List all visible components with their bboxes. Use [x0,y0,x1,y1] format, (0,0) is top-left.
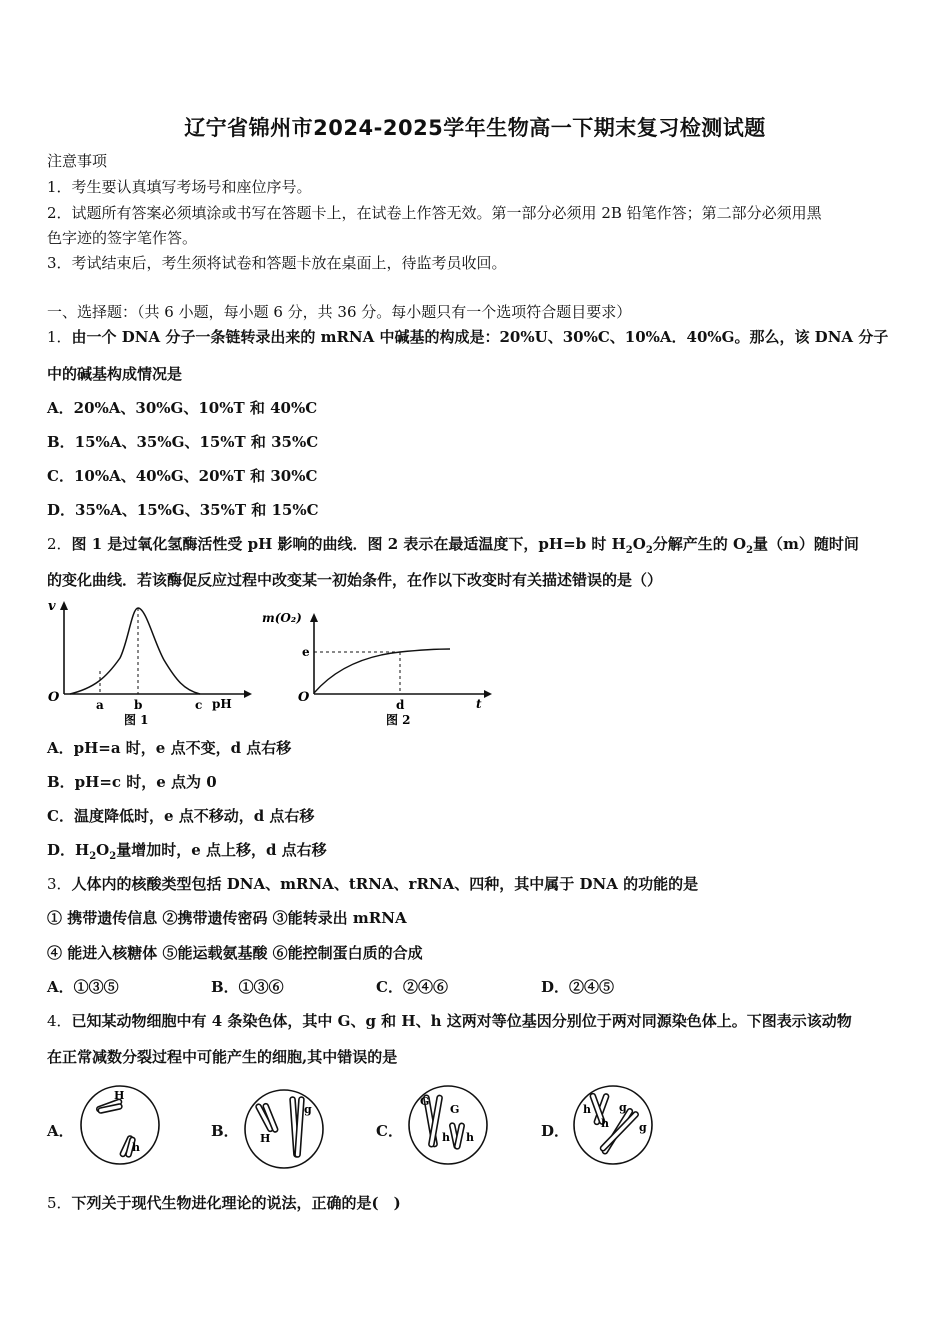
question-1-stem [47,327,888,347]
q3-option-a[interactable]: A．①③⑤ [47,978,119,996]
question-text: 量（m）随时间 [753,535,859,553]
x-axis-label: pH [212,697,232,711]
gene-label-g: g [639,1121,647,1134]
question-4-stem-cont: 在正常减数分裂过程中可能产生的细胞,其中错误的是 [47,1048,398,1066]
q4-option-c[interactable]: C． [376,1122,403,1140]
question-number: 1． [47,328,72,346]
question-text: O [632,535,646,553]
tick-label-e: e [302,645,310,659]
chromosome-pair [449,1123,464,1150]
question-text: 下列关于现代生物进化理论的说法，正确的是( ) [71,1194,401,1212]
notice-item: 2．试题所有答案必须填涂或书写在答题卡上，在试卷上作答无效。第一部分必须用 2B 铅笔作答；第二部分必须用黑 [47,204,822,222]
notice-item: 色字迹的签字笔作答。 [47,229,198,247]
gene-label-h: h [132,1141,140,1154]
q4-cell-b[interactable] [242,1087,326,1171]
y-axis-arrow [60,601,68,610]
question-number: 5． [47,1194,72,1212]
chromosome-pair [290,1097,304,1157]
question-4-stem [47,1011,852,1031]
origin-label: O [48,690,60,705]
cell-membrane [245,1090,323,1168]
q1-option-a[interactable]: A．20%A、30%G、10%T 和 40%C [47,399,318,417]
gene-label-G: G [420,1095,430,1108]
origin-label: O [298,690,310,705]
question-number: 2． [47,535,72,553]
q2-option-b[interactable]: B．pH=c 时，e 点为 0 [47,773,217,791]
option-text: 量增加时，e 点上移，d 点右移 [116,841,327,859]
notice-item: 1．考生要认真填写考场号和座位序号。 [47,178,312,196]
subscript: 2 [89,851,97,862]
option-text: D．H [47,841,90,859]
y-axis-label: m(O₂) [262,611,302,625]
q1-option-c[interactable]: C．10%A、40%G、20%T 和 30%C [47,467,318,485]
gene-label-h: h [466,1131,474,1144]
figure-caption: 图 2 [386,713,411,727]
option-text: O [96,841,110,859]
tick-label-c: c [195,698,203,712]
subscript: 2 [625,545,633,556]
chromosome-pair [600,1108,640,1155]
section-heading: 一、选择题：（共 6 小题，每小题 6 分，共 36 分。每小题只有一个选项符合题目要求） [47,303,632,321]
ph-activity-curve [70,608,200,694]
question-3-stem [47,874,698,894]
subscript: 2 [109,851,117,862]
tick-label-a: a [96,698,104,712]
subscript: 2 [645,545,653,556]
page-title: 辽宁省锦州市2024-2025学年生物高一下期末复习检测试题 [184,116,766,140]
question-number: 4． [47,1012,72,1030]
gene-label-g: g [619,1101,627,1114]
question-2-stem [47,534,859,561]
q3-statements-2: ④ 能进入核糖体 ⑤能运载氨基酸 ⑥能控制蛋白质的合成 [47,944,423,962]
x-axis-arrow [484,690,492,698]
q4-cell-c[interactable] [406,1083,490,1167]
question-text: 图 1 是过氧化氢酶活性受 pH 影响的曲线．图 2 表示在最适温度下，pH=b 时 H [71,535,626,553]
q4-option-a[interactable]: A． [47,1122,74,1140]
q3-option-c[interactable]: C．②④⑥ [376,978,448,996]
question-text: 已知某动物细胞中有 4 条染色体，其中 G、g 和 H、h 这两对等位基因分别位于两对同源染色体上。下图表示该动物 [71,1012,852,1030]
q3-statements-1: ① 携带遗传信息 ②携带遗传密码 ③能转录出 mRNA [47,909,407,927]
q4-cell-d[interactable] [571,1083,655,1167]
tick-label-b: b [134,698,143,712]
question-1-stem-cont: 中的碱基构成情况是 [47,365,183,383]
question-number: 3． [47,875,72,893]
oxygen-curve [314,649,450,693]
q1-option-d[interactable]: D．35%A、15%G、35%T 和 15%C [47,501,319,519]
question-2-stem-cont: 的变化曲线．若该酶促反应过程中改变某一初始条件，在作以下改变时有关描述错误的是（） [47,571,663,589]
gene-label-h: h [442,1131,450,1144]
figure-2-oxygen-time-curve [262,598,498,728]
q4-option-d[interactable]: D． [541,1122,570,1140]
gene-label-G: G [450,1103,460,1116]
y-axis-label: v [48,599,56,614]
q3-option-d[interactable]: D．②④⑤ [541,978,615,996]
gene-label-H: H [260,1132,271,1145]
figure-caption: 图 1 [124,713,149,727]
gene-label-h: h [601,1117,609,1130]
notice-heading: 注意事项 [47,152,108,170]
q1-option-b[interactable]: B．15%A、35%G、15%T 和 35%C [47,433,319,451]
question-text: 由一个 DNA 分子一条链转录出来的 mRNA 中碱基的构成是：20%U、30%C、10%A．40%G。那么，该 DNA 分子 [71,328,889,346]
q2-option-d[interactable] [47,840,327,867]
tick-label-d: d [396,698,405,712]
gene-label-h: h [583,1103,591,1116]
gene-label-H: H [114,1089,125,1102]
y-axis-arrow [310,613,318,622]
q2-option-c[interactable]: C．温度降低时，e 点不移动，d 点右移 [47,807,315,825]
q4-option-b[interactable]: B． [211,1122,239,1140]
q2-option-a[interactable]: A．pH=a 时，e 点不变，d 点右移 [47,739,292,757]
q4-cell-a[interactable] [78,1083,162,1167]
question-text: 人体内的核酸类型包括 DNA、mRNA、tRNA、rRNA、四种，其中属于 DNA 的功能的是 [71,875,699,893]
gene-label-g: g [304,1103,312,1116]
notice-item: 3．考试结束后，考生须将试卷和答题卡放在桌面上，待监考员收回。 [47,254,507,272]
q3-option-b[interactable]: B．①③⑥ [211,978,284,996]
figure-1-enzyme-ph-curve [44,598,254,728]
subscript: 2 [746,545,754,556]
question-text: 分解产生的 O [652,535,747,553]
question-5-stem [47,1193,401,1213]
x-axis-arrow [244,690,252,698]
chromosome-pair [255,1103,278,1133]
x-axis-label: t [476,697,482,711]
